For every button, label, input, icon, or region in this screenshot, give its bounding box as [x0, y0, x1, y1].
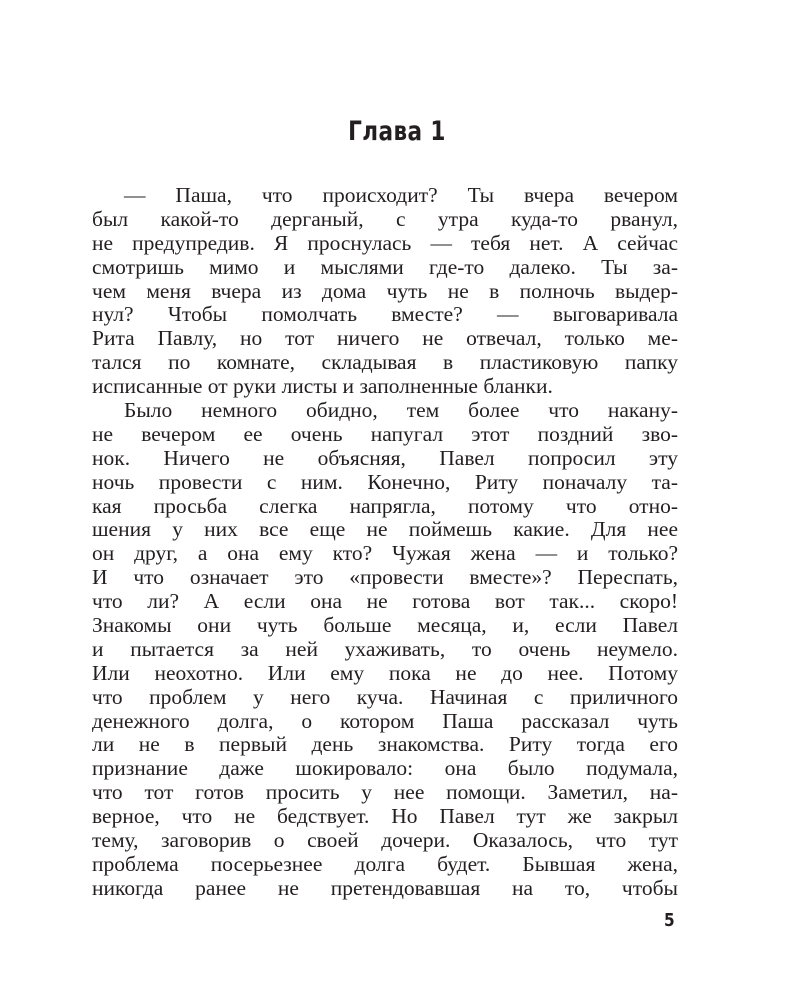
- text-line: ночь провести с ним. Конечно, Риту поначалу та-: [92, 469, 678, 494]
- text-line: он друг, а она ему кто? Чужая жена — и только?: [92, 541, 678, 566]
- text-line: Было немного обидно, тем более что накану-: [124, 398, 678, 423]
- chapter-title: Глава 1: [348, 116, 446, 147]
- text-line: что проблем у него куча. Начиная с приличного: [92, 684, 678, 709]
- text-line: чем меня вчера из дома чуть не в полночь выдер-: [92, 278, 678, 303]
- text-line: — Паша, что происходит? Ты вчера вечером: [124, 183, 678, 207]
- text-line: и пытается за ней ухаживать, то очень неумело.: [92, 636, 678, 661]
- text-line: что тот готов просить у нее помощи. Заметил, на-: [92, 780, 678, 805]
- text-line: шения у них все еще не поймешь какие. Для нее: [92, 517, 678, 542]
- text-line: проблема посерьезнее долга будет. Бывшая жена,: [92, 851, 678, 876]
- text-line: верное, что не бедствует. Но Павел тут же закрыл: [92, 804, 678, 829]
- text-line: тему, заговорив о своей дочери. Оказалось, что тут: [92, 828, 678, 853]
- text-line: не предупредив. Я проснулась — тебя нет. А сейчас: [92, 230, 678, 255]
- page-number: 5: [664, 910, 675, 931]
- text-line: И что означает это «провести вместе»? Переспать,: [92, 565, 678, 590]
- text-line: исписанные от руки листы и заполненные бланки.: [92, 374, 553, 399]
- text-line: Или неохотно. Или ему пока не до нее. Потому: [92, 660, 678, 685]
- text-line: признание даже шокировало: она было подумала,: [92, 756, 678, 781]
- text-line: Рита Павлу, но тот ничего не отвечал, только ме-: [92, 326, 678, 351]
- text-line: никогда ранее не претендовавшая на то, чтобы: [92, 875, 678, 900]
- text-line: что ли? А если она не готова вот так... скоро!: [92, 589, 678, 614]
- text-line: тался по комнате, складывая в пластиковую папку: [92, 350, 678, 375]
- text-line: ли не в первый день знакомства. Риту тогда его: [92, 732, 678, 757]
- text-line: был какой-то дерганый, с утра куда-то рванул,: [92, 206, 678, 231]
- text-line: кая просьба слегка напрягла, потому что отно-: [92, 493, 678, 518]
- text-line: нок. Ничего не объясняя, Павел попросил эту: [92, 445, 678, 470]
- text-line: Знакомы они чуть больше месяца, и, если Павел: [92, 613, 678, 638]
- text-line: не вечером ее очень напугал этот поздний зво-: [92, 421, 678, 446]
- body-text: [92, 184, 678, 901]
- text-line: денежного долга, о котором Паша рассказал чуть: [92, 708, 678, 733]
- text-line: нул? Чтобы помолчать вместе? — выговаривала: [92, 302, 678, 327]
- text-line: смотришь мимо и мыслями где-то далеко. Ты за-: [92, 254, 678, 279]
